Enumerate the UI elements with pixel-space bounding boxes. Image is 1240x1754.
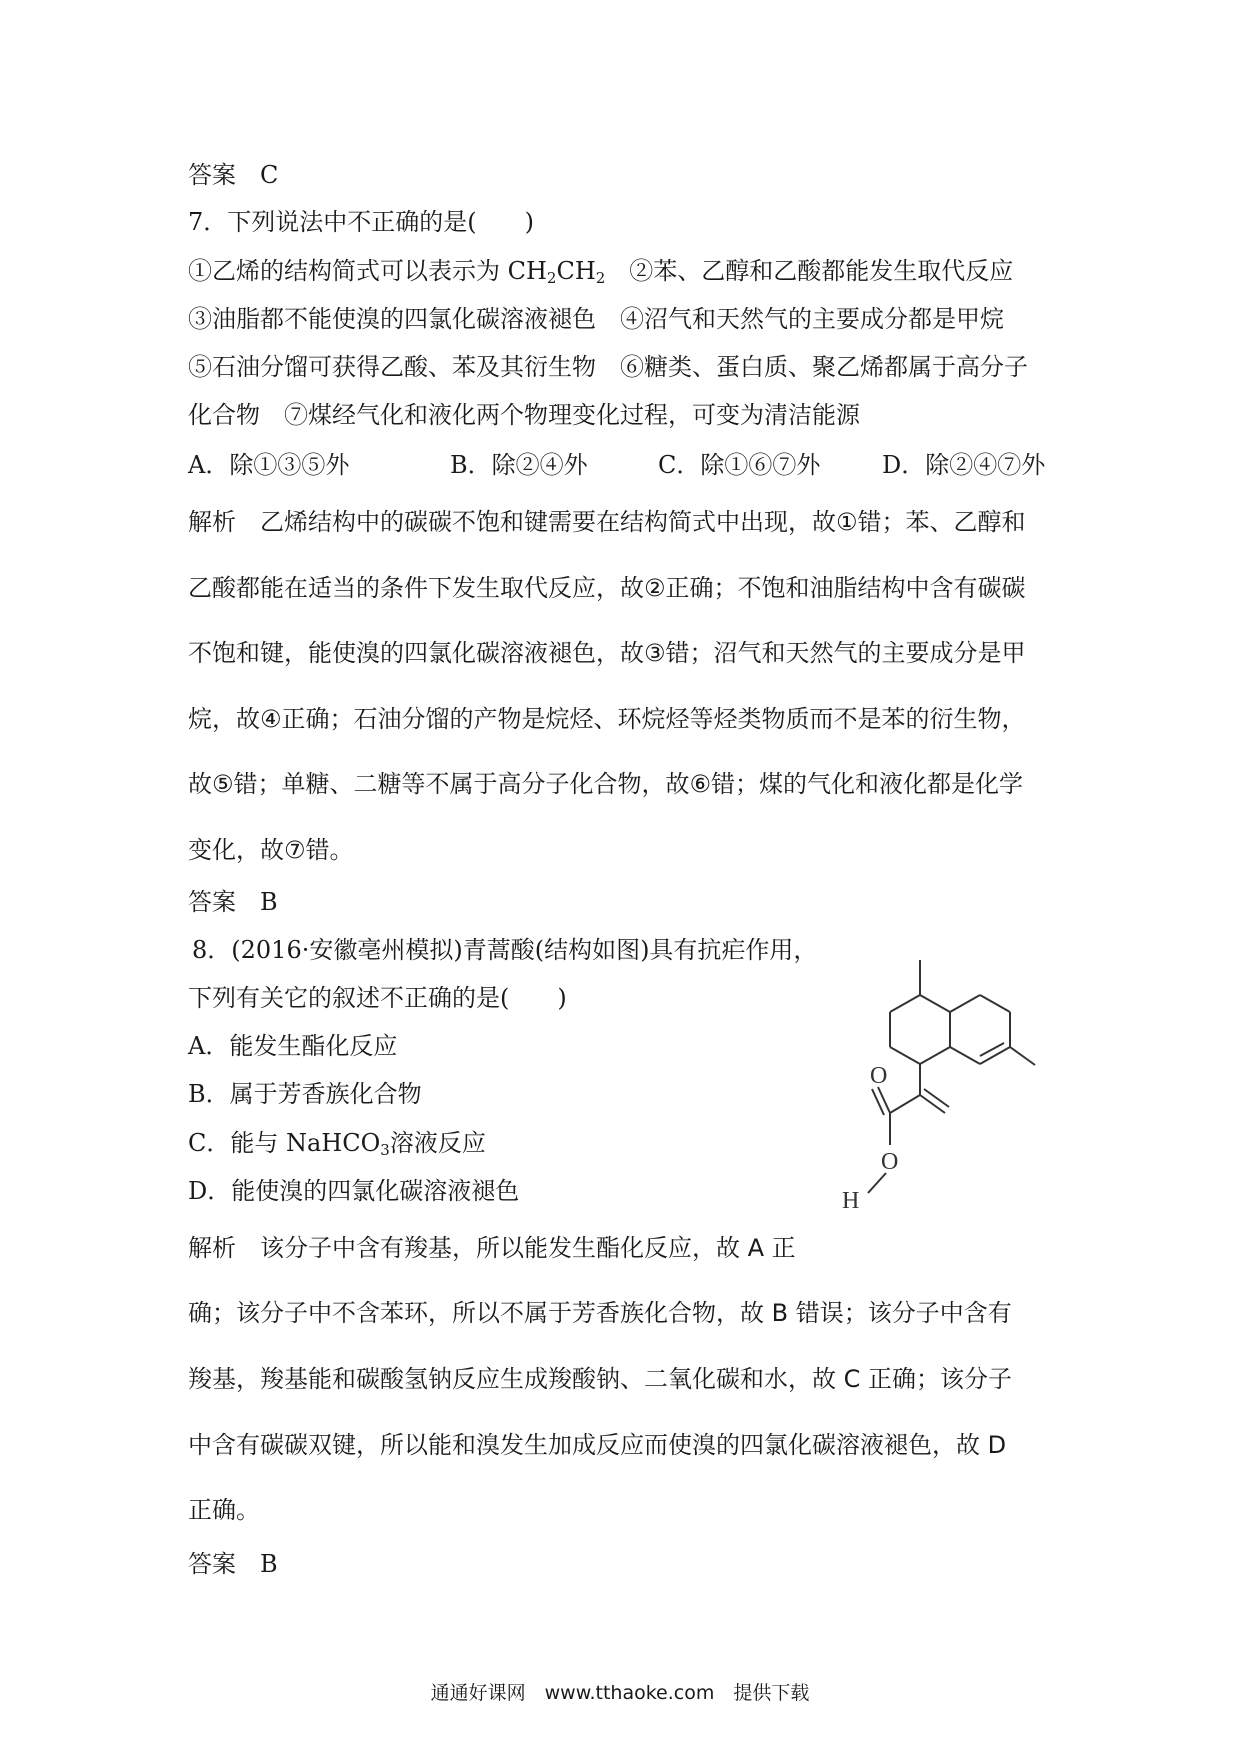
carbonyl-double-bond xyxy=(878,1087,890,1113)
left-ring-bond xyxy=(920,995,950,1012)
right-ring-bond xyxy=(950,995,980,1012)
q8-option-c: C．能与 NaHCO$_3$溶液反应 xyxy=(188,1129,486,1159)
q8-analysis-line-2: 确；该分子中不含苯环，所以不属于芳香族化合物，故 B 错误；该分子中含有 xyxy=(188,1299,1012,1327)
q7-statement-line-1: ①乙烯的结构简式可以表示为 $CH_2CH_2$ ②苯、乙醇和乙酸都能发生取代反应 xyxy=(188,257,1014,287)
answer-q8: 答案 B xyxy=(188,1550,278,1578)
label-o-hydroxyl: O xyxy=(881,1149,899,1175)
q7-statement-line-3: ⑤石油分馏可获得乙酸、苯及其衍生物 ⑥糖类、蛋白质、聚乙烯都属于高分子 xyxy=(188,353,1028,381)
methylene-double-bond-inner xyxy=(924,1089,949,1107)
left-ring-bond xyxy=(890,1047,920,1064)
q8-stem-line-1: 8．(2016·安徽亳州模拟)青蒿酸(结构如图)具有抗疟作用， xyxy=(192,936,818,964)
q7-option-c: C．除①⑥⑦外 xyxy=(658,451,821,479)
q7-option-b: B．除②④外 xyxy=(450,451,588,479)
artemisinic-acid-structure xyxy=(820,955,1050,1210)
right-ring-double-bond xyxy=(980,1047,1010,1064)
q7-statement-line-2: ③油脂都不能使溴的四氯化碳溶液褪色 ④沼气和天然气的主要成分都是甲烷 xyxy=(188,305,1004,333)
q8-option-b: B．属于芳香族化合物 xyxy=(188,1080,422,1108)
label-h: H xyxy=(842,1188,860,1210)
q7-analysis-line-1: 解析 乙烯结构中的碳碳不饱和键需要在结构简式中出现，故①错；苯、乙醇和 xyxy=(188,508,1026,536)
q8-analysis-line-3: 羧基，羧基能和碳酸氢钠反应生成羧酸钠、二氧化碳和水，故 C 正确；该分子 xyxy=(188,1365,1013,1393)
q7-analysis-line-4: 烷，故④正确；石油分馏的产物是烷烃、环烷烃等烃类物质而不是苯的衍生物， xyxy=(188,705,1026,733)
page-footer: 通通好课网 www.tthaoke.com 提供下载 xyxy=(430,1682,810,1704)
carbonyl-double-bond-inner xyxy=(872,1089,884,1115)
carboxyl-carbon-bond xyxy=(890,1095,920,1113)
q7-analysis-line-2: 乙酸都能在适当的条件下发生取代反应，故②正确；不饱和油脂结构中含有碳碳 xyxy=(188,574,1026,602)
q7-analysis-line-3: 不饱和键，能使溴的四氯化碳溶液褪色，故③错；沼气和天然气的主要成分是甲 xyxy=(188,639,1026,667)
methylene-double-bond xyxy=(920,1095,945,1113)
right-ring-double-bond-inner xyxy=(980,1043,1004,1056)
q7-option-a: A．除①③⑤外 xyxy=(188,451,350,479)
label-o-carbonyl: O xyxy=(870,1063,888,1089)
q7-stem: 7．下列说法中不正确的是( ) xyxy=(188,208,534,236)
q8-option-d: D．能使溴的四氯化碳溶液褪色 xyxy=(188,1177,520,1205)
q8-analysis-line-4: 中含有碳碳双键，所以能和溴发生加成反应而使溴的四氯化碳溶液褪色，故 D xyxy=(188,1431,1007,1459)
fused-bond-lower xyxy=(920,1047,950,1064)
methyl-bond-right xyxy=(1010,1047,1035,1065)
q8-stem-line-2: 下列有关它的叙述不正确的是( ) xyxy=(188,984,567,1012)
q7-statement-line-4: 化合物 ⑦煤经气化和液化两个物理变化过程，可变为清洁能源 xyxy=(188,401,860,429)
q7-analysis-line-6: 变化，故⑦错。 xyxy=(188,836,354,864)
right-ring-bond xyxy=(980,995,1010,1012)
q7-analysis-line-5: 故⑤错；单糖、二糖等不属于高分子化合物，故⑥错；煤的气化和液化都是化学 xyxy=(188,770,1024,798)
q8-analysis-line-1: 解析 该分子中含有羧基，所以能发生酯化反应，故 A 正 xyxy=(188,1234,796,1262)
q7-option-d: D．除②④⑦外 xyxy=(882,451,1046,479)
answer-q6: 答案 C xyxy=(188,161,279,189)
right-ring-bond xyxy=(950,1047,980,1064)
o-h-bond xyxy=(868,1173,886,1193)
answer-q7: 答案 B xyxy=(188,888,278,916)
q8-option-a: A．能发生酯化反应 xyxy=(188,1032,398,1060)
q8-analysis-line-5: 正确。 xyxy=(188,1496,260,1524)
left-ring-bond xyxy=(890,995,920,1012)
